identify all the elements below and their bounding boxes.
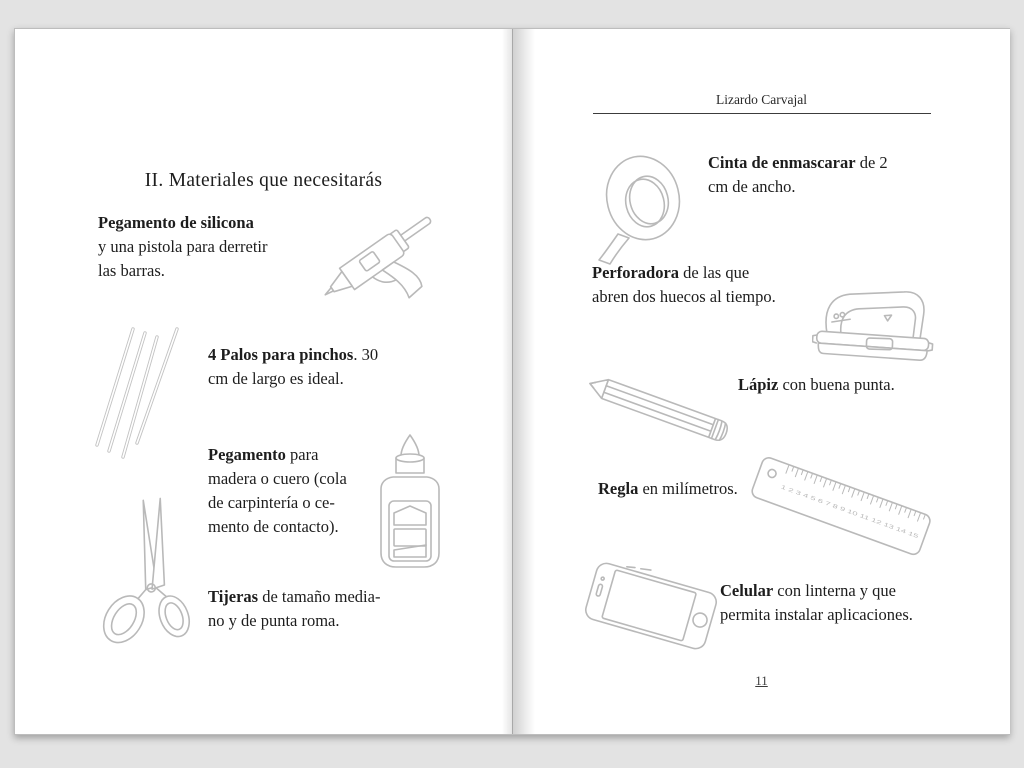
bold-text: 4 Palos para pinchos [208, 345, 354, 364]
text-line [208, 467, 347, 491]
text-line [592, 285, 776, 309]
text-line [592, 261, 776, 285]
text-line [208, 343, 378, 367]
regular-text: cm de ancho. [708, 177, 796, 196]
text-line [708, 175, 888, 199]
material-item-regla [598, 477, 738, 501]
text-line [708, 151, 888, 175]
text-line [208, 515, 347, 539]
pencil-icon [587, 369, 737, 457]
regular-text: de las que [679, 263, 750, 282]
regular-text: . 30 [353, 345, 379, 364]
regular-text: y una pistola para derretir [98, 237, 268, 256]
regular-text: cm de largo es ideal. [208, 369, 344, 388]
material-item-pegamento-madera [208, 443, 347, 539]
right-page [513, 29, 1010, 734]
bold-text: Pegamento de silicona [98, 213, 254, 232]
header-rule [593, 113, 931, 114]
bold-text: Perforadora [592, 263, 680, 282]
bold-text: Tijeras [208, 587, 259, 606]
material-item-perforadora [592, 261, 776, 309]
text-line [208, 367, 378, 391]
skewer-sticks-icon [89, 325, 194, 465]
text-line [98, 211, 268, 235]
hole-punch-icon [812, 277, 938, 367]
regular-text: de 2 [855, 153, 888, 172]
text-line [98, 259, 268, 283]
material-item-palos-pinchos [208, 343, 378, 391]
glue-bottle-icon [363, 431, 458, 571]
bold-text: Lápiz [738, 375, 779, 394]
regular-text: las barras. [98, 261, 165, 280]
material-item-cinta [708, 151, 888, 199]
masking-tape-roll-icon [593, 142, 688, 267]
regular-text: de tamaño media- [258, 587, 381, 606]
bold-text: Pegamento [208, 445, 286, 464]
chapter-title: II. Materiales que necesitarás [144, 170, 383, 191]
ruler-icon [751, 451, 946, 576]
material-item-lapiz [738, 373, 895, 397]
scissors-icon [93, 497, 218, 657]
text-line [208, 491, 347, 515]
regular-text: abren dos huecos al tiempo. [592, 287, 776, 306]
text-line [720, 603, 913, 627]
bold-text: Regla [598, 479, 639, 498]
regular-text: permita instalar aplicaciones. [720, 605, 913, 624]
regular-text: no y de punta roma. [208, 611, 340, 630]
text-line [720, 579, 913, 603]
book-spread [14, 28, 1010, 735]
left-page [15, 29, 513, 734]
page-number: 11 [755, 673, 768, 688]
bold-text: Cinta de enmascarar [708, 153, 856, 172]
regular-text: en milímetros. [638, 479, 738, 498]
regular-text: para [285, 445, 319, 464]
text-line [738, 373, 895, 397]
bold-text: Celular [720, 581, 774, 600]
material-item-tijeras [208, 585, 380, 633]
ruler-numbers: 1 2 3 4 5 6 7 8 9 10 11 12 13 14 15 [779, 484, 862, 520]
smartphone-icon [581, 551, 721, 661]
regular-text: madera o cuero (cola [208, 469, 347, 488]
regular-text: mento de contacto). [208, 517, 339, 536]
text-line [598, 477, 738, 501]
running-header: Lizardo Carvajal [715, 92, 808, 107]
material-item-celular [720, 579, 913, 627]
material-item-pegamento-silicona [98, 211, 268, 283]
regular-text: con linterna y que [773, 581, 896, 600]
glue-gun-icon [305, 205, 445, 320]
text-line [98, 235, 268, 259]
text-line [208, 443, 347, 467]
text-line [208, 585, 380, 609]
regular-text: de carpintería o ce- [208, 493, 335, 512]
text-line [208, 609, 380, 633]
regular-text: con buena punta. [778, 375, 895, 394]
